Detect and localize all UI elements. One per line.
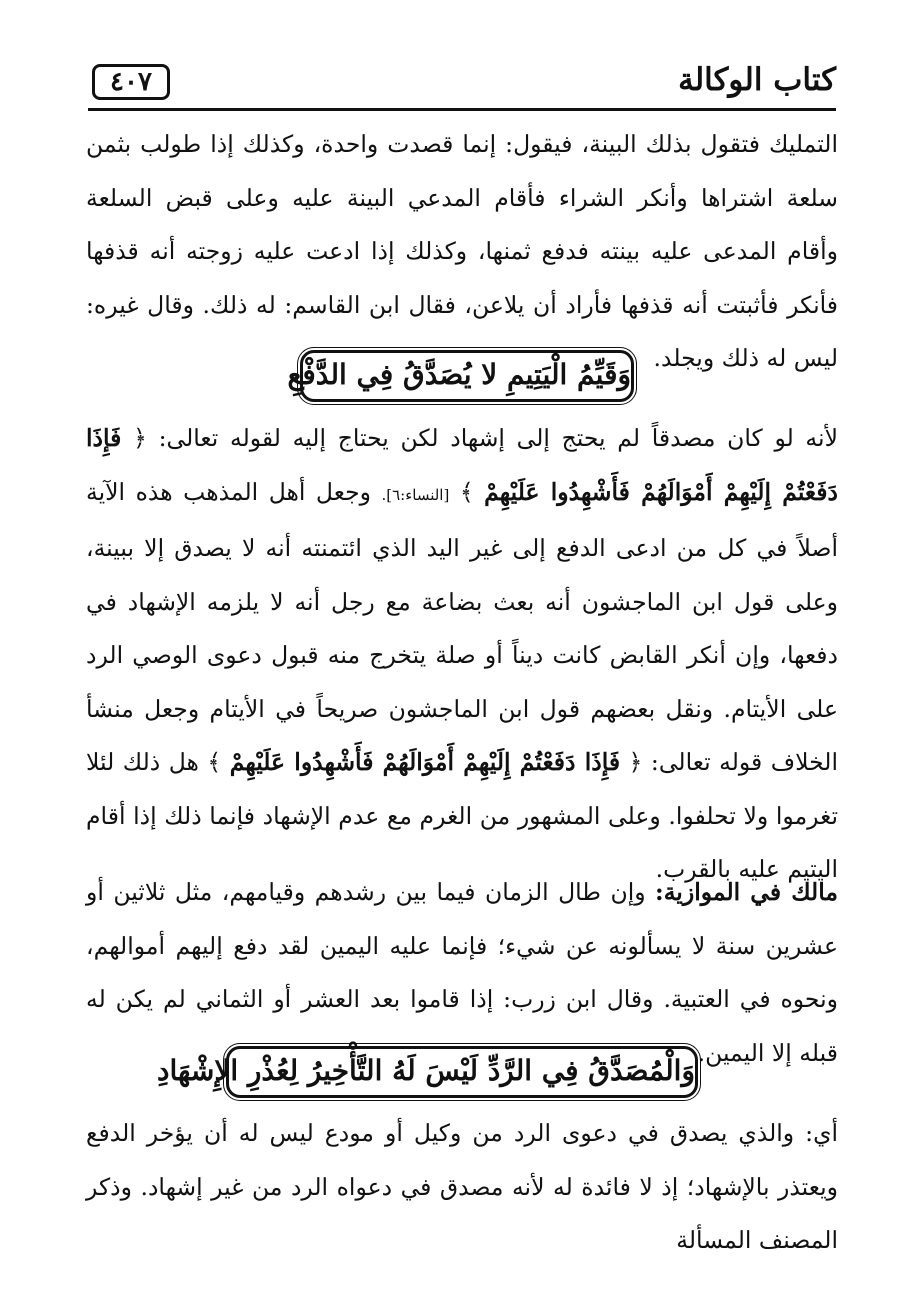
paragraph-2-text-3: هل ذلك لئلا تغرموا ولا تحلفوا. وعلى المشهور من الغرم مع عدم الإشهاد فإنما ذلك إذا أقام اليتيم عليه بالقرب. [86, 748, 838, 883]
page-number: ٤٠٧ [92, 64, 170, 100]
source-lead-term: مالك في الموازية: [655, 878, 838, 906]
page-header [88, 56, 836, 111]
matn-heading-1: وَقَيِّمُ الْيَتِيمِ لا يُصَدَّقُ فِي الدَّفْعِ [300, 350, 634, 402]
paragraph-2 [86, 412, 838, 897]
quran-verse-1: فَإِذَا دَفَعْتُمْ إِلَيْهِمْ أَمْوَالَهُمْ فَأَشْهِدُوا عَلَيْهِمْ [86, 424, 838, 506]
paragraph-4: أي: والذي يصدق في دعوى الرد من وكيل أو مودع ليس له أن يؤخر الدفع ويعتذر بالإشهاد؛ إذ لا فائدة له لأنه مصدق في دعواه الرد من غير إشهاد. وذكر المصنف المسألة [86, 1119, 838, 1254]
paragraph-2-text-1: لأنه لو كان مصدقاً لم يحتج إلى إشهاد لكن يحتاج إليه لقوله تعالى: [158, 424, 838, 452]
paragraph-2-text-2: وجعل أهل المذهب هذه الآية أصلاً في كل من ادعى الدفع إلى غير اليد الذي ائتمنته أنه لا يصدق إلا ببينة، وعلى قول ابن الماجشون أنه بعث بضاعة مع رجل أنه لا يلزمه الإشهاد في دفعها، وإن أنكر القابض كانت ديناً أو صلة يتخرج منه قبول دعوى الوصي الرد على الأيتام. ونقل بعضهم قول ابن الماجشون صريحاً في الأيتام وجعل منشأ الخلاف قوله تعالى: [86, 477, 838, 776]
paragraph-1: التمليك فتقول بذلك البينة، فيقول: إنما قصدت واحدة، وكذلك إذا طولب بثمن سلعة اشتراها وأنكر الشراء فأقام المدعي البينة عليه وعلى قبض السلعة وأقام المدعى عليه بينته فدفع ثمنها، وكذلك إذا ادعت عليه زوجته أنه قذفها فأنكر فأثبتت أنه قذفها فأراد أن يلاعن، فقال ابن القاسم: له ذلك. وقال غيره: ليس له ذلك ويجلد. [86, 130, 838, 372]
matn-heading-2: وَالْمُصَدَّقُ فِي الرَّدِّ لَيْسَ لَهُ التَّأْخِيرُ لِعُذْرِ الإِشْهَادِ [226, 1046, 698, 1098]
paragraph-3-text: وإن طال الزمان فيما بين رشدهم وقيامهم، مثل ثلاثين أو عشرين سنة لا يسألونه عن شيء؛ فإنما عليه اليمين لقد دفع إليهم أموالهم، ونحوه في العتبية. وقال ابن زرب: إذا قاموا بعد العشر أو الثماني لم يكن له قبله إلا اليمين. [86, 878, 838, 1067]
quran-close-brace-1: ﴾ [459, 477, 474, 506]
quran-open-brace-1: ﴿ [133, 424, 147, 452]
quran-close-brace-2: ﴾ [207, 748, 222, 776]
verse-citation: [النساء:٦]. [381, 485, 450, 504]
book-title: كتاب الوكالة [678, 62, 836, 98]
quran-open-brace-2: ﴿ [628, 748, 643, 776]
quran-verse-2: فَإِذَا دَفَعْتُمْ إِلَيْهِمْ أَمْوَالَهُمْ فَأَشْهِدُوا عَلَيْهِمْ [229, 748, 621, 776]
